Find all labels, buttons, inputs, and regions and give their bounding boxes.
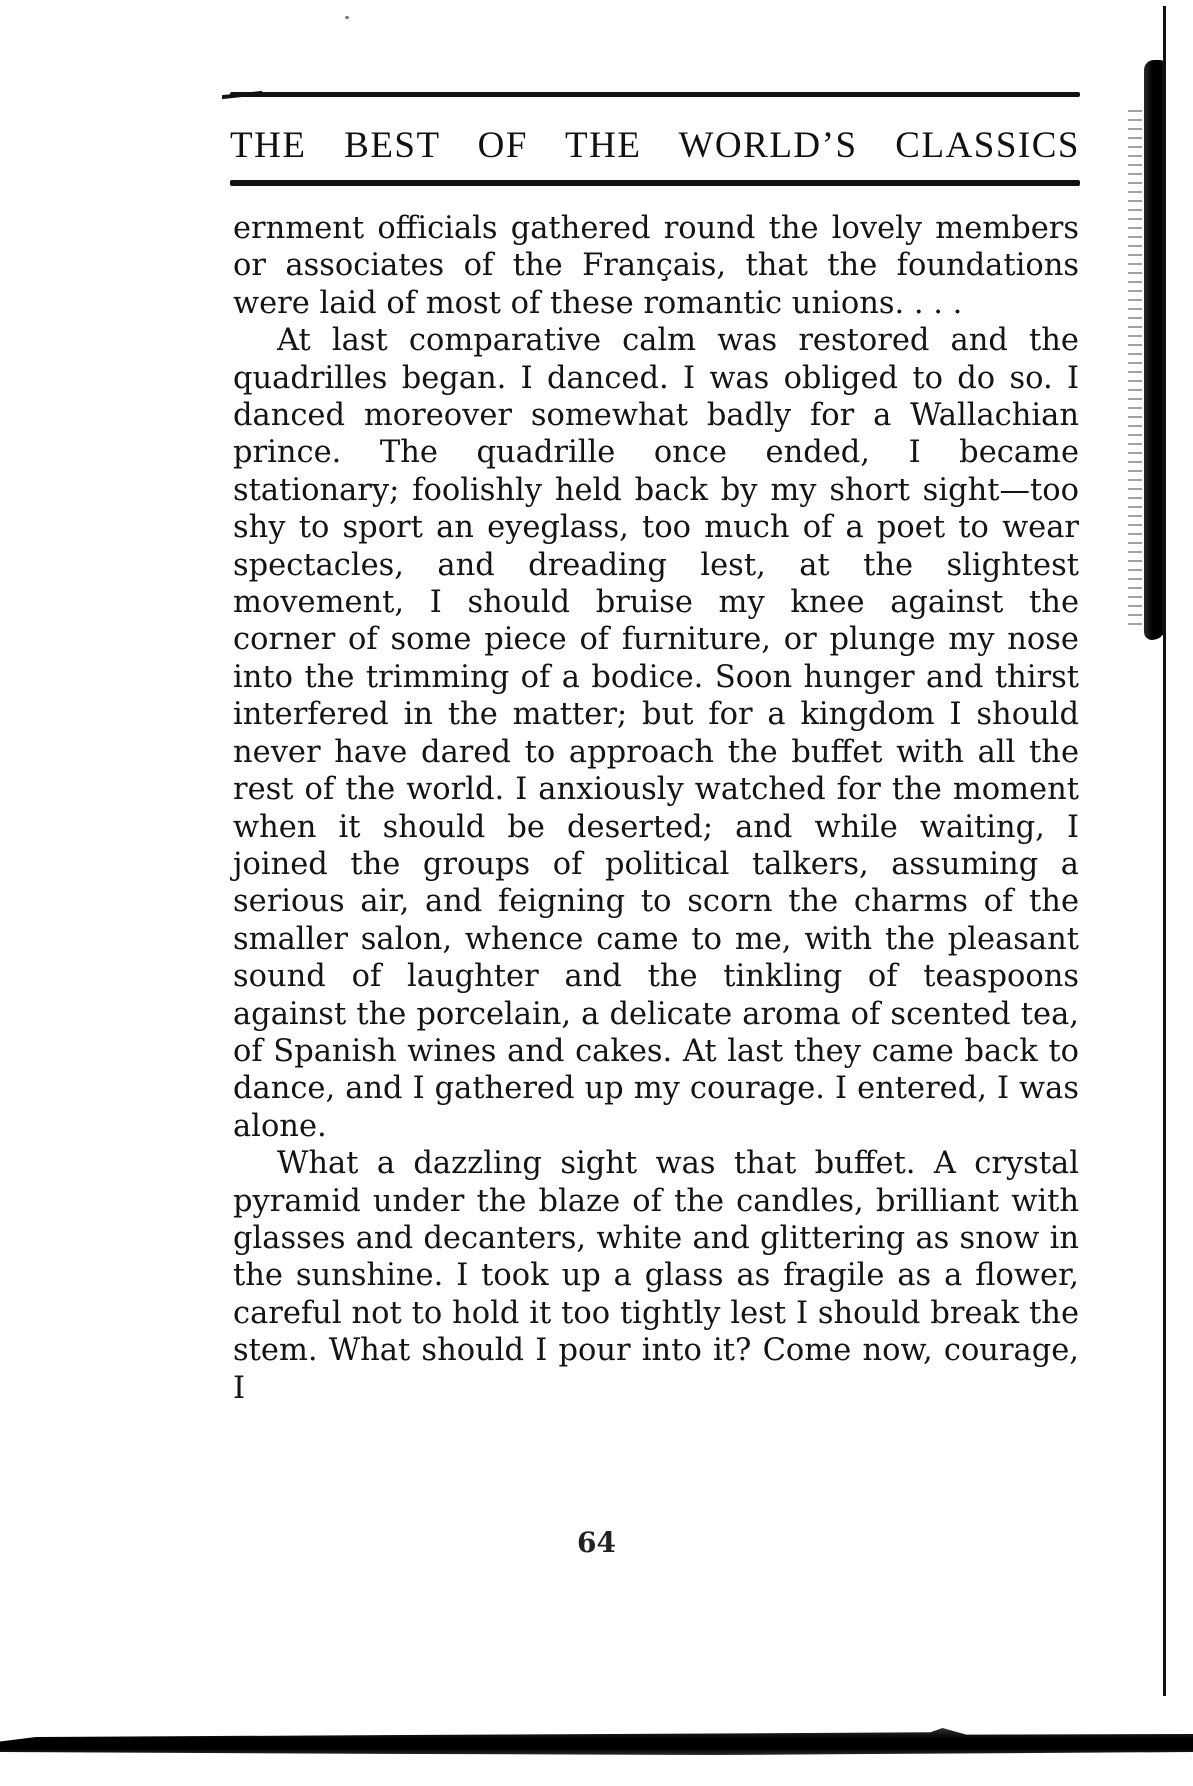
- header-rule-bottom: [230, 180, 1080, 186]
- page-right-edge: [1163, 6, 1166, 1696]
- page-number: 64: [577, 1526, 616, 1559]
- gutter-fringe: [1128, 110, 1142, 630]
- body-text: [233, 210, 1079, 1407]
- paragraph-continued: ernment officials gathered round the lovely members or associates of the Français, that the foundations were laid of most of these romantic unions. . . .: [233, 211, 1079, 321]
- paragraph-quadrilles: At last comparative calm was restored and the quadrilles began. I danced. I was obliged to do so. I danced moreover somewhat badly for a Wallachian prince. The quadrille once ended, I became stationary; foolishly held back by my short sight—too shy to sport an eyeglass, too much of a poet to wear spectacles, and dreading lest, at the slightest movement, I should bruise my knee against the corner of some piece of furniture, or plunge my nose into the trimming of a bodice. Soon hunger and thirst interfered in the matter; but for a kingdom I should never have dared to approach the buffet with all the rest of the world. I anxiously watched for the moment when it should be deserted; and while waiting, I joined the groups of political talkers, assuming a serious air, and feigning to scorn the charms of the smaller salon, whence came to me, with the pleasant sound of laughter and the tinkling of teaspoons against the porcelain, a delicate aroma of scented tea, of Spanish wines and cakes. At last they came back to dance, and I gathered up my courage. I entered, I was alone.: [233, 323, 1079, 1144]
- header-rule-top: [230, 92, 1080, 97]
- paragraph-buffet: What a dazzling sight was that buffet. A crystal pyramid under the blaze of the candles, brilliant with glasses and decanters, white and glittering as snow in the sunshine. I took up a glass as fragile as a flower, careful not to hold it too tightly lest I should break the stem. What should I pour into it? Come now, courage, I: [233, 1146, 1079, 1406]
- running-head: THE BEST OF THE WORLD’S CLASSICS: [230, 125, 1080, 166]
- scan-bottom-edge: [0, 1728, 1193, 1758]
- page-speck: [345, 16, 349, 19]
